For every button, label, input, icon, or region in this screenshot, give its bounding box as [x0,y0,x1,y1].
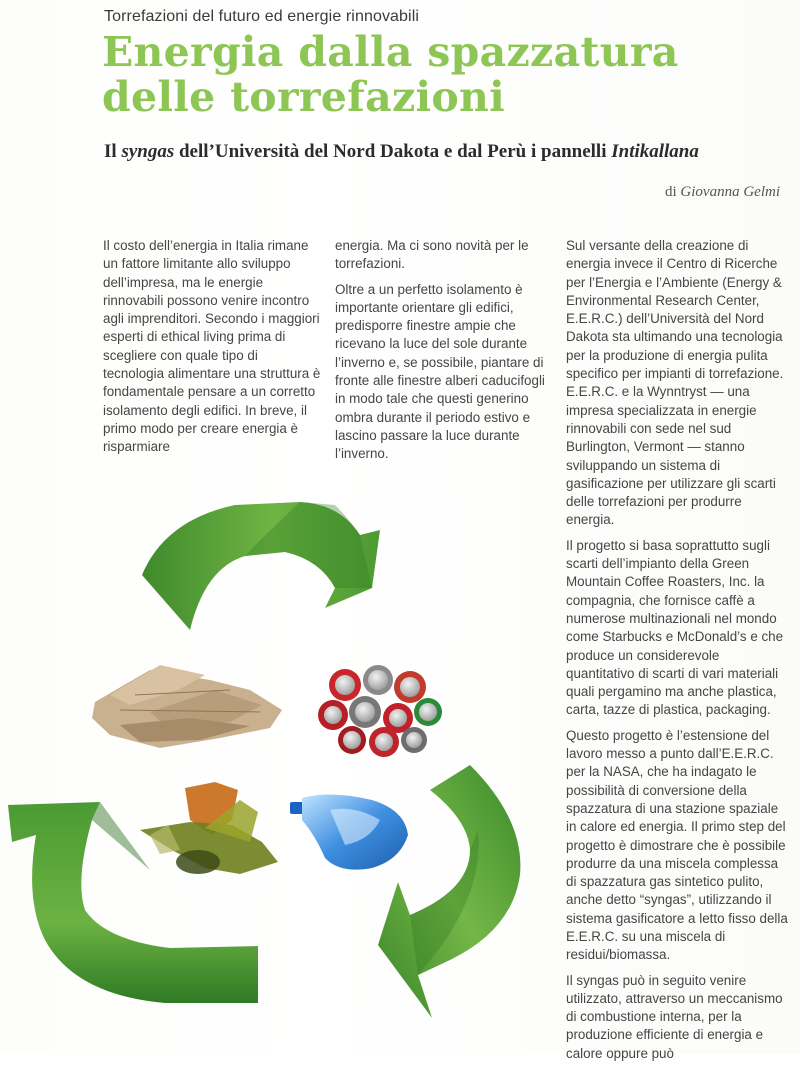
paragraph: Sul versante della creazione di energia invece il Centro di Ricerche per l’Energia e l’Ambiente (Energy & Environmental Research Center, E.E.R.C.) dell’Università del Nord Dakota sta ultimando una tecnologia per la produzione di energia pulita specifico per impianti di torrefazione. E.E.R.C. e la Wynntryst — una impresa specializzata in energie rinnovabili con sede nel sud Burlington, Vermont — stanno sviluppando un sistema di gasificazione per utilizzare gli scarti delle torrefazioni per produrre energia. [566,238,784,528]
plastic-bottle-icon [290,794,408,869]
article-title [102,30,762,120]
article-subtitle [104,141,794,163]
paragraph: Il syngas può in seguito venire utilizzato, attraverso un meccanismo di combustione interna, per la produzione efficiente di energia e calore oppure può [566,972,783,1061]
text-column-3 [566,237,788,1070]
recycle-arrow-icon [378,765,520,1018]
byline-prefix: di [665,184,681,200]
title-line-2: delle torrefazioni [102,73,506,121]
text-column-2 [335,237,547,471]
glass-icon [140,782,278,874]
paragraph: energia. Ma ci sono novità per le torrefazioni. [335,238,529,272]
subtitle-text-1: Il [104,141,122,162]
subtitle-text-2: dell’Università del Nord Dakota e dal Perù i pannelli [174,141,612,162]
subtitle-emphasis-2: Intikallana [611,141,699,162]
section-kicker: Torrefazioni del futuro ed energie rinnovabili [104,8,420,25]
cardboard-icon [92,665,282,748]
paragraph: Questo progetto è l’estensione del lavoro messo a punto dall’E.E.R.C. per la NASA, che ha indagato le possibilità di conversione della spazzatura di una stazione spaziale in calore ed energia. Il primo step del progetto è dimostrare che è possibile produrre da una miscela complessa di spazzatura gas sintetico pulito, anche detto “syngas”, utilizzando il sistema gasificatore a letto fisso della E.E.R.C. su una miscela di residui/biomassa. [566,727,788,963]
byline [665,184,780,201]
paragraph: Oltre a un perfetto isolamento è importante orientare gli edifici, predisporre finestre ampie che ricevano la luce del sole durante l’inverno e, se possibile, piantare di fronte alle finestre alberi caducifogli in modo tale che questi generino ombra durante il periodo estivo e lascino passare la luce durante l’inverno. [335,281,545,462]
title-line-1: Energia dalla spazzatura [102,28,679,76]
recycling-illustration [0,490,560,1054]
text-column-1 [103,237,321,464]
cans-icon [318,665,442,757]
byline-author: Giovanna Gelmi [680,184,780,200]
subtitle-emphasis-1: syngas [121,141,175,162]
paragraph: Il progetto si basa soprattutto sugli scarti dell’impianto della Green Mountain Coffee Roasters, Inc. la compagnia, che fornisce caffè a numerose multinazionali nel mondo come Starbucks e McDonald’s e che produce un considerevole quantitativo di scarti di vari materiali quali pergamino ma anche plastica, carta, tazze di plastica, packaging. [566,537,784,718]
recycle-arrow-icon [142,502,380,630]
paragraph: Il costo dell’energia in Italia rimane un fattore limitante allo sviluppo dell’impresa, ma le energie rinnovabili possono venire incontro agli imprenditori. Secondo i maggiori esperti di ethical living prima di scegliere con quale tipo di tecnologia alimentare una struttura è fondamentale pensare a un corretto isolamento degli edifici. In breve, il primo modo per creare energia è risparmiare [103,238,321,455]
